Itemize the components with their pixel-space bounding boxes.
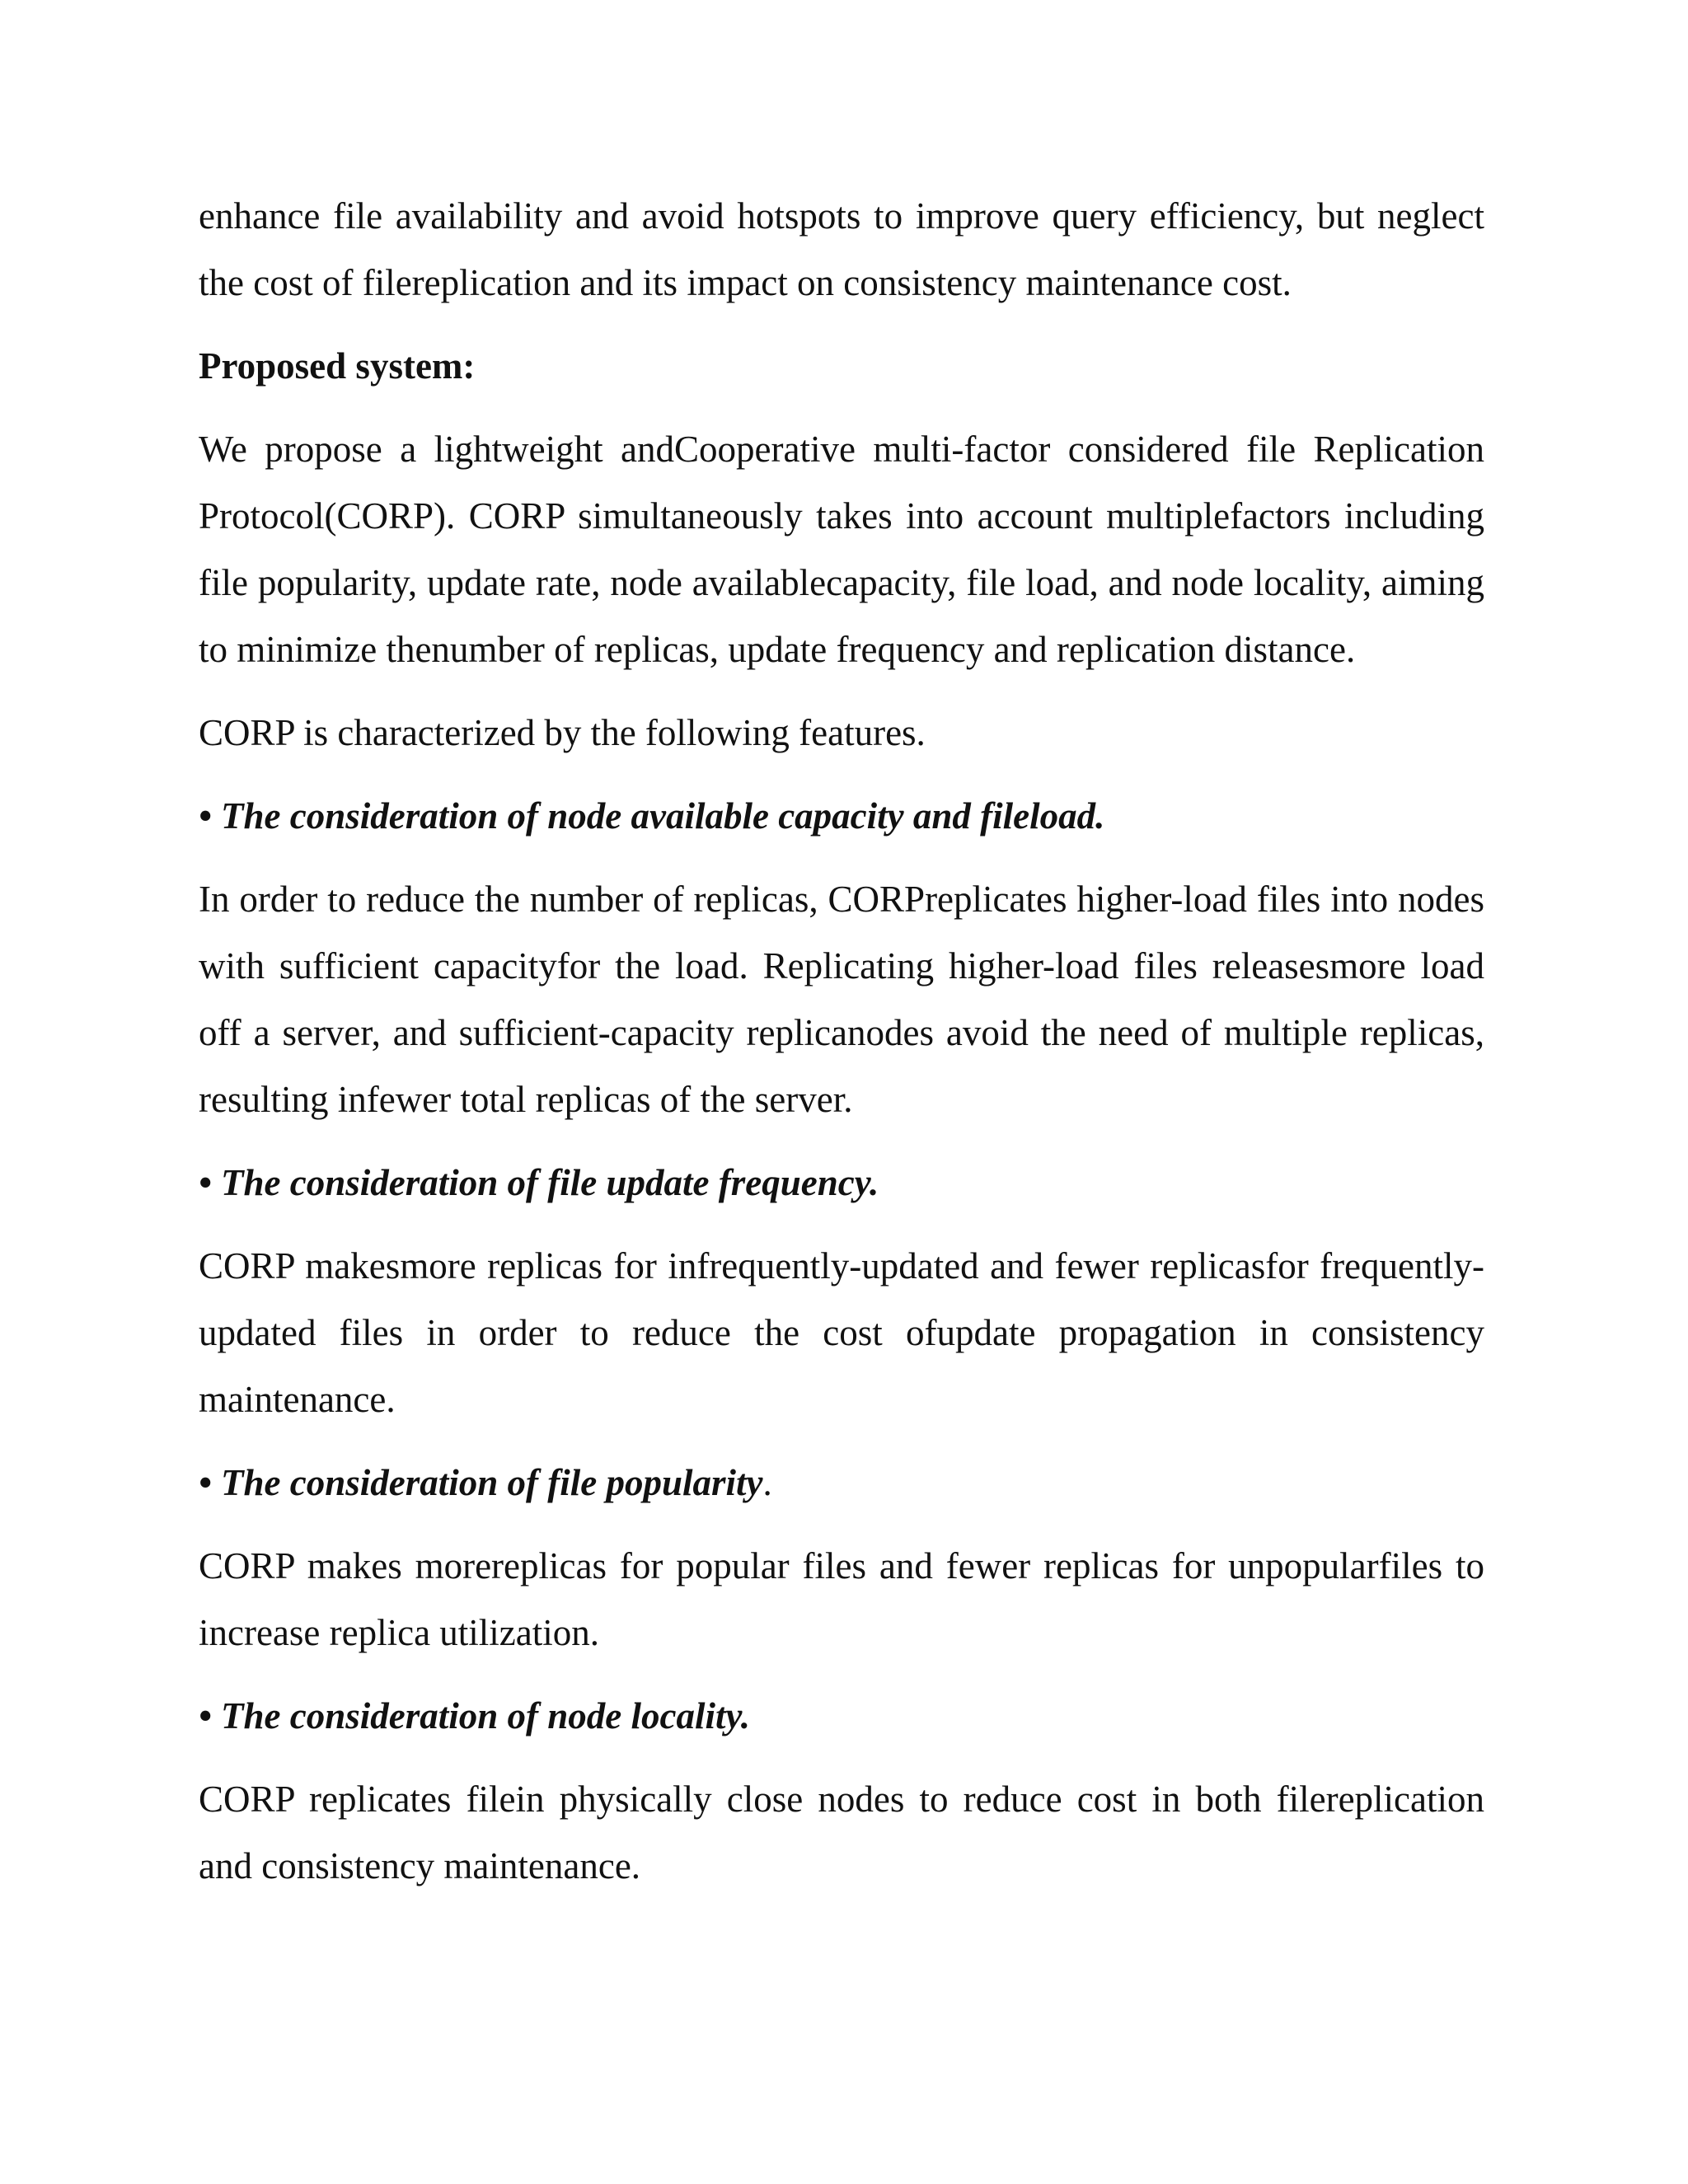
feature-update-frequency-heading: • The consideration of file update frequency. xyxy=(199,1162,879,1203)
intro-continuation-paragraph: enhance file availability and avoid hotspots to improve query efficiency, but neglect the cost of filereplication and its impact on consistency maintenance cost. xyxy=(199,195,1484,303)
feature-update-frequency-paragraph: CORP makesmore replicas for infrequently-updated and fewer replicasfor frequently-updated files in order to reduce the cost ofupdate propagation in consistency maintenance. xyxy=(199,1245,1484,1420)
proposed-system-heading: Proposed system: xyxy=(199,345,476,387)
feature-locality-heading: • The consideration of node locality. xyxy=(199,1695,751,1736)
feature-popularity-heading xyxy=(199,1450,1484,1516)
feature-capacity-paragraph: In order to reduce the number of replicas, CORPreplicates higher-load files into nodes with sufficient capacityfor the load. Replicating higher-load files releasesmore load off a server, and sufficient-capacity replicanodes avoid the need of multiple replicas, resulting infewer total replicas of the server. xyxy=(199,879,1484,1120)
feature-popularity-heading-period: . xyxy=(762,1462,772,1503)
feature-popularity-paragraph: CORP makes morereplicas for popular files and fewer replicas for unpopularfiles to increase replica utilization. xyxy=(199,1545,1484,1653)
features-intro-paragraph: CORP is characterized by the following features. xyxy=(199,712,926,753)
feature-capacity-heading: • The consideration of node available capacity and fileload. xyxy=(199,795,1105,837)
proposal-paragraph: We propose a lightweight andCooperative multi-factor considered file Replication Protocol(CORP). CORP simultaneously takes into account multiplefactors including file popularity, update rate, node availablecapacity, file load, and node locality, aiming to minimize thenumber of replicas, update frequency and replication distance. xyxy=(199,429,1484,670)
feature-locality-paragraph: CORP replicates filein physically close nodes to reduce cost in both filereplication and consistency maintenance. xyxy=(199,1779,1484,1886)
document-body xyxy=(199,183,1484,1916)
feature-popularity-heading-text: • The consideration of file popularity xyxy=(199,1462,763,1503)
